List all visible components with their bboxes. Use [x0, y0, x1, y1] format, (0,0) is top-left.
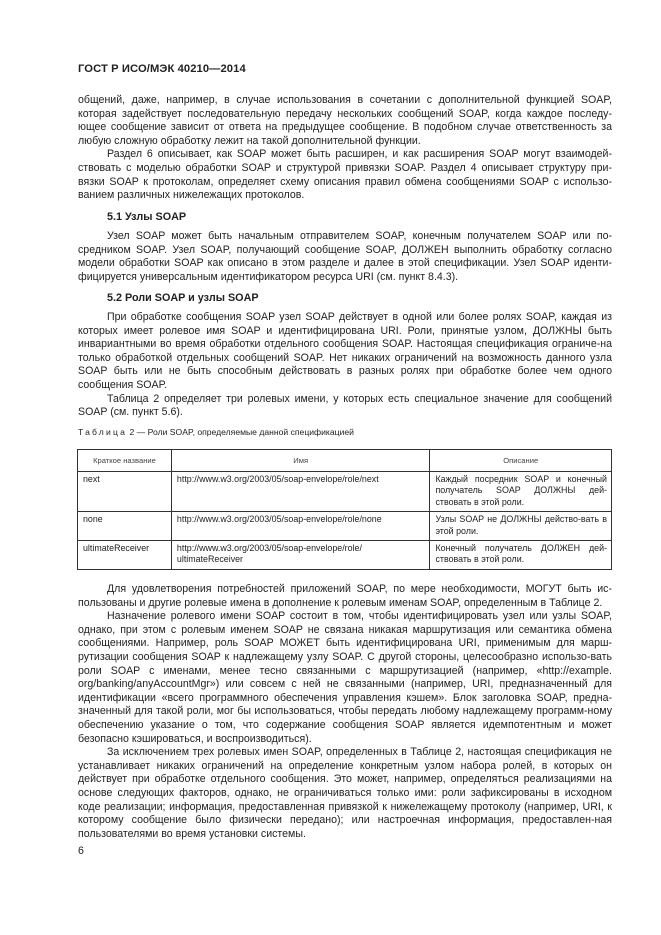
document-header-title: ГОСТ Р ИСО/МЭК 40210—2014 [78, 63, 246, 75]
cell-description: Каждый посредник SOAP и конечный получатель SOAP ДОЛЖНЫ дей-ствовать в этой роли. [430, 472, 612, 512]
table-caption-text: 2 — Роли SOAP, определяемые данной спецификацией [127, 427, 354, 437]
after-table-text [78, 583, 612, 841]
section-5-1-heading: 5.1 Узлы SOAP [107, 211, 187, 223]
cell-name: http://www.w3.org/2003/05/soap-envelope/role/next [171, 472, 430, 512]
after-table-paragraph-2: Назначение ролевого имени SOAP состоит в том, чтобы идентифицировать узел или узлы SOAP, однако, при этом с ролевым именем SOAP не связана никакая маршрутизация или семантика обмена сообщениями. Например, роль SOAP МОЖЕТ быть идентифицирована URI, применимым для марш-рутизации сообщения SOAP к надлежащему узлу SOAP. С другой стороны, целесообразно использо-вать роли SOAP с именами, менее тесно связанными с маршрутизацией (например, «http://example. org/banking/anyAccountMgr») или совсем с ней не связанными (например, URI, предназначенный для идентификации «всего программного обеспечения управления кэшем». Блок заголовка SOAP, предна-значенный для такой роли, мог бы использоваться, чтобы передать любому надлежащему программ-ному обеспечению указание о том, что содержание сообщения SOAP является идемпотентным и может безопасно кэшироваться, и воспроизводиться). [78, 610, 612, 745]
cell-short-name: next [78, 472, 172, 512]
table-row [78, 541, 612, 570]
table-caption [78, 427, 354, 437]
cell-description: Узлы SOAP не ДОЛЖНЫ действо-вать в этой роли. [430, 512, 612, 541]
intro-paragraph-1: общений, даже, например, в случае использования в сочетании с дополнительной функцией SOAP, которая задействует последовательную передачу нескольких сообщений SOAP, когда каждое последу-ющее сообщение зависит от ответа на предыдущее сообщение. В подобном случае ответственность за любую сложную обработку лежит на такой дополнительной функции. [78, 94, 612, 147]
after-table-paragraph-1: Для удовлетворения потребностей приложений SOAP, по мере необходимости, МОГУТ быть ис-пользованы и другие ролевые имена в дополнение к ролевым именам SOAP, определенным в Таблице 2. [78, 583, 612, 609]
cell-description: Конечный получатель ДОЛЖЕН дей-ствовать в этой роли. [430, 541, 612, 570]
cell-name: http://www.w3.org/2003/05/soap-envelope/role/none [171, 512, 430, 541]
cell-short-name: none [78, 512, 172, 541]
roles-table [77, 449, 612, 570]
intro-paragraph-2: Раздел 6 описывает, как SOAP может быть расширен, и как расширения SOAP могут взаимодей-ствовать с моделью обработки SOAP и структурой привязки SOAP. Раздел 4 описывает структуру при-вязки SOAP к протоколам, определяет схему описания правил обмена сообщениями SOAP с использо-ванием различных нижележащих протоколов. [78, 148, 612, 202]
cell-short-name: ultimateReceiver [78, 541, 172, 570]
section-5-2-paragraph-2: Таблица 2 определяет три ролевых имени, у которых есть специальное значение для сообщений SOAP (см. пункт 5.6). [78, 392, 612, 419]
section-5-1-text [78, 230, 612, 284]
column-header-description: Описание [430, 450, 612, 472]
section-5-2-heading: 5.2 Роли SOAP и узлы SOAP [107, 292, 259, 304]
table-header-row [78, 450, 612, 472]
table-row [78, 512, 612, 541]
section-5-2-paragraph-1: При обработке сообщения SOAP узел SOAP действует в одной или более ролях SOAP, каждая из которых имеет ролевое имя SOAP и идентифицирована URI. Роли, принятые узлом, ДОЛЖНЫ быть инвариантными во время обработки отдельного сообщения SOAP. Настоящая спецификация ограниче-на только обработкой отдельных сообщений SOAP. Нет никаких ограничений на возможность данного узла SOAP быть или не быть способным действовать в разных ролях при обработке более чем одного сообщения SOAP. [78, 311, 612, 391]
column-header-short-name: Краткое название [78, 450, 172, 472]
column-header-name: Имя [171, 450, 430, 472]
section-5-2-text [78, 311, 612, 420]
section-5-1-paragraph: Узел SOAP может быть начальным отправителем SOAP, конечным получателем SOAP или по-средником SOAP. Узел SOAP, получающий сообщение SOAP, ДОЛЖЕН выполнить обработку согласно модели обработки SOAP как описано в этом разделе и далее в этой спецификации. Узел SOAP иденти-фицируется универсальным идентификатором ресурса URI (см. пункт 8.4.3). [78, 230, 612, 283]
after-table-paragraph-3: За исключением трех ролевых имен SOAP, определенных в Таблице 2, настоящая спецификация не устанавливает никаких ограничений на определение конкретным узлом набора ролей, в которых он действует при обработке отдельного сообщения. Это может, например, определяться реализациями на основе следующих факторов, однако, не ограничиваться только ими: роли зафиксированы в исходном коде реализации; информация, предоставленная привязкой к нижележащему протоколу (например, URI, к которому сообщение было физически передано); или настроечная информация, предоставлен-ная пользователями во время установки системы. [78, 746, 612, 840]
cell-name: http://www.w3.org/2003/05/soap-envelope/role/ ultimateReceiver [171, 541, 430, 570]
intro-text [78, 94, 612, 203]
table-caption-label: Таблица [78, 427, 128, 437]
page-number: 6 [78, 845, 84, 857]
table-row [78, 472, 612, 512]
